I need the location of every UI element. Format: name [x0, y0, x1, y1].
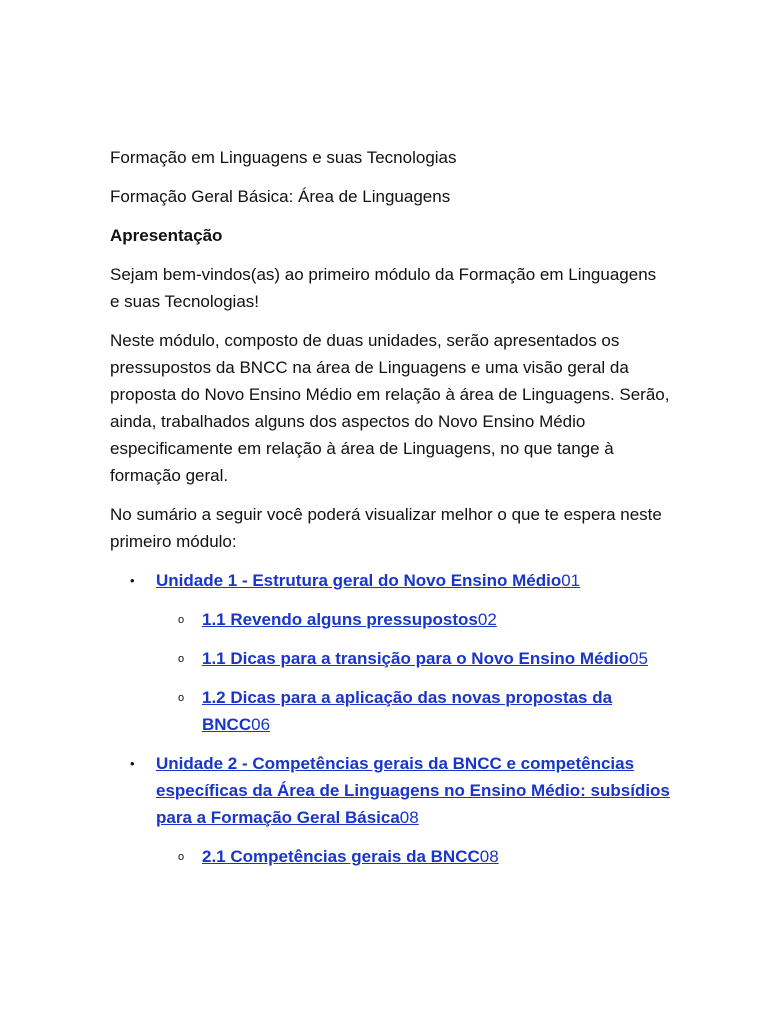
sub-bullet-icon: o: [178, 851, 185, 863]
toc-subitem-title: 1.1 Dicas para a transição para o Novo Ensino Médio: [202, 649, 630, 668]
toc-link-1-1-pressupostos[interactable]: [202, 610, 497, 629]
document-body: [110, 144, 670, 882]
toc-unit-1-page: 01: [561, 571, 581, 590]
bullet-icon: •: [130, 573, 135, 588]
toc-subitem-title: 1.1 Revendo alguns pressupostos: [202, 610, 478, 629]
toc-unit-2-title: Unidade 2 - Competências gerais da BNCC e competências específicas da Área de Linguagens no Ensino Médio: subsídios para a Formação Geral Básica: [156, 754, 670, 827]
toc-link-1-2-aplicacao[interactable]: [202, 688, 612, 734]
intro-paragraph: Neste módulo, composto de duas unidades, serão apresentados os pressupostos da BNCC na área de Linguagens e uma visão geral da proposta do Novo Ensino Médio em relação à área de Linguagens. Serão, ainda, trabalhados alguns dos aspectos do Novo Ensino Médio especificamente em relação à área de Linguagens, no que tange à formação geral.: [110, 331, 670, 485]
toc-link-unit-1[interactable]: [156, 571, 580, 590]
toc-subitem: [156, 843, 670, 870]
sub-bullet-icon: o: [178, 653, 185, 665]
toc-subitem-title: 2.1 Competências gerais da BNCC: [202, 847, 480, 866]
toc-unit-1-subitems: [156, 606, 670, 738]
toc-subitem-title: 1.2 Dicas para a aplicação das novas propostas da BNCC: [202, 688, 613, 734]
toc-link-unit-2[interactable]: [156, 754, 670, 827]
toc-subitem: [156, 606, 670, 633]
course-subtitle: Formação Geral Básica: Área de Linguagens: [110, 187, 451, 206]
toc-subitem-page: 02: [477, 610, 497, 629]
toc-unit-2-page: 08: [399, 808, 419, 827]
toc-unit-1: [110, 567, 670, 738]
toc-subitem-page: 05: [629, 649, 648, 668]
section-heading: Apresentação: [110, 226, 223, 245]
bullet-icon: •: [130, 756, 135, 771]
sub-bullet-icon: o: [178, 692, 185, 704]
welcome-paragraph: Sejam bem-vindos(as) ao primeiro módulo da Formação em Linguagens e suas Tecnologias!: [110, 265, 657, 311]
toc-subitem-page: 08: [479, 847, 499, 866]
sub-bullet-icon: o: [178, 614, 185, 626]
toc-subitem-page: 06: [251, 715, 271, 734]
toc-link-1-1-transicao[interactable]: [202, 649, 648, 668]
toc-unit-2: [110, 750, 670, 870]
course-title: Formação em Linguagens e suas Tecnologias: [110, 148, 457, 167]
toc-unit-1-title: Unidade 1 - Estrutura geral do Novo Ensino Médio: [156, 571, 562, 590]
toc-link-2-1-competencias[interactable]: [202, 847, 499, 866]
summary-intro-paragraph: No sumário a seguir você poderá visualizar melhor o que te espera neste primeiro módulo:: [110, 505, 662, 551]
toc-unit-2-subitems: [156, 843, 670, 870]
table-of-contents: [110, 567, 670, 870]
toc-subitem: [156, 684, 670, 738]
toc-subitem: [156, 645, 670, 672]
